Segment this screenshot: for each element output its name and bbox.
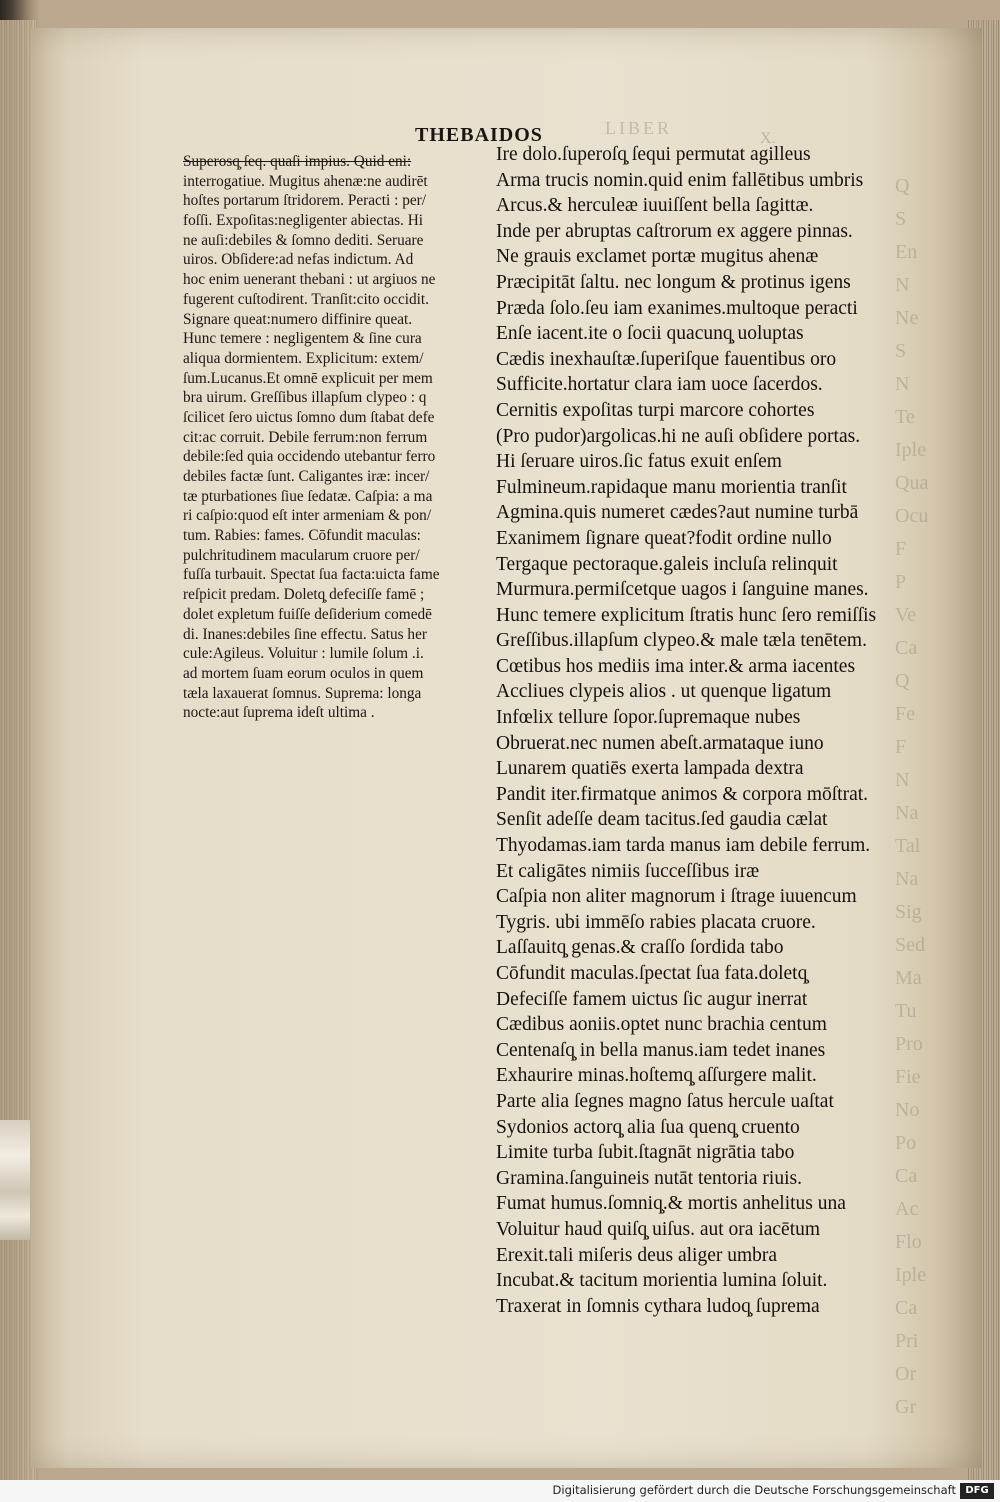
commentary-line: fuſſa turbauit. Spectat ſua facta:uicta fame: [183, 566, 440, 584]
commentary-line: fugerent cuſtodirent. Tranſit:cito occidit.: [183, 290, 429, 308]
commentary-line: ſcilicet ſero uictus ſomno dum ſtabat defe: [183, 408, 435, 426]
commentary-line: aliqua dormientem. Explicitum: extem/: [183, 349, 424, 367]
verse-line: Caſpia non aliter magnorum i ſtrage iuuencum: [496, 886, 857, 908]
commentary-column: [183, 152, 483, 723]
commentary-line: hoc enim uenerant thebani : ut argiuos ne: [183, 271, 436, 289]
verse-line: Exhaurire minas.hoſtemq̧ aſſurgere malit.: [496, 1065, 817, 1087]
commentary-line: tæ pturbationes ſiue ſedatæ. Caſpia: a ma: [183, 487, 433, 505]
commentary-line: debile:ſed quia occidendo utebantur ferro: [183, 448, 436, 466]
verse-line: Arcus.& herculeæ iuuiſſent bella ſagittæ.: [496, 195, 814, 217]
verse-line: Cædis inexhauſtæ.ſuperiſque fauentibus oro: [496, 348, 837, 370]
verse-column: [496, 142, 916, 1319]
verse-line: Fumat humus.ſomniq̧.& mortis anhelitus una: [496, 1193, 846, 1215]
verse-line: Exanimem ſignare queat?fodit ordine nullo: [496, 527, 832, 549]
verse-line: Arma trucis nomin.quid enim fallētibus umbris: [496, 169, 864, 191]
commentary-line: ri caſpio:quod eſt inter armeniam & pon/: [183, 507, 432, 525]
verse-line: Hunc temere explicitum ſtratis hunc ſero remiſſis: [496, 604, 877, 626]
commentary-line: reſpicit predam. Doletq̧ defeciſſe famē ;: [183, 586, 425, 604]
verse-line: Lunarem quatiēs exerta lampada dextra: [496, 758, 804, 780]
commentary-line: foſſi. Expoſitas:negligenter abiectas. Hi: [183, 212, 424, 230]
verse-line: Et caligātes nimiis ſucceſſibus iræ: [496, 860, 760, 882]
verse-line: Enſe iacent.ite o ſocii quacunq̧ uoluptas: [496, 323, 804, 345]
verse-line: Ire dolo.ſuperoſq̧ ſequi permutat agilleus: [496, 144, 811, 165]
funding-credit: Digitalisierung gefördert durch die Deutsche Forschungsgemeinschaft: [552, 1483, 956, 1497]
commentary-line: debiles factæ ſunt. Caligantes iræ: incer/: [183, 468, 430, 485]
verse-line: Inde per abruptas caſtrorum ex aggere pinnas.: [496, 220, 853, 242]
verse-line: Gramina.ſanguineis nutāt tentoria riuis.: [496, 1167, 802, 1189]
verse-line: Laſſauitq̧ genas.& craſſo ſordida tabo: [496, 937, 784, 959]
commentary-line: ſum.Lucanus.Et omnē explicuit per mem: [183, 369, 433, 387]
commentary-line: dolet expletum fuiſſe deſiderium comedē: [183, 605, 432, 623]
verse-line: (Pro pudor)argolicas.hi ne auſi obſidere portas.: [496, 425, 861, 447]
verse-line: Cædibus aoniis.optet nunc brachia centum: [496, 1014, 827, 1036]
commentary-line: ad mortem ſuam eorum oculos in quem: [183, 664, 424, 682]
verse-line: Erexit.tali miſeris deus aliger umbra: [496, 1244, 778, 1266]
verse-line: Præcipitāt ſaltu. nec longum & protinus igens: [496, 271, 851, 293]
verse-line: Tygris. ubi immēſo rabies placata cruore.: [496, 911, 816, 933]
bleed-through-numeral: X.: [760, 130, 776, 147]
verse-line: Agmina.quis numeret cædes?aut numine turbā: [496, 502, 859, 524]
commentary-line: pulchritudinem macularum cruore per/: [183, 546, 420, 564]
commentary-line: bra uirum. Greſſibus illapſum clypeo : q: [183, 389, 427, 407]
commentary-line: interrogatiue. Mugitus ahenæ:ne audirēt: [183, 172, 428, 190]
verse-line: Traxerat in ſomnis cythara ludoq̧ ſuprema: [496, 1295, 820, 1317]
verse-line: Fulmineum.rapidaque manu morientia tranſit: [496, 476, 847, 498]
verse-line: Cernitis expoſitas turpi marcore cohortes: [496, 399, 815, 421]
commentary-line: Signare queat:numero diffinire queat.: [183, 310, 413, 328]
commentary-line: ne auſi:debiles & ſomno dediti. Seruare: [183, 231, 424, 249]
verse-line: Incubat.& tacitum morientia lumina ſoluit.: [496, 1270, 828, 1292]
verse-line: Centenaſq̧ in bella manus.iam tedet inanes: [496, 1039, 826, 1061]
verse-line: Obruerat.nec numen abeſt.armataque iuno: [496, 732, 824, 754]
verse-line: Hi ſeruare uiros.ſic fatus exuit enſem: [496, 451, 782, 473]
verse-line: Sydonios actorq̧ alia ſua quenq̧ cruento: [496, 1116, 800, 1138]
verse-line: Cōfundit maculas.ſpectat ſua fata.doletq̧: [496, 963, 808, 984]
verse-line: Murmura.permiſcetque uagos i ſanguine manes.: [496, 579, 869, 601]
dfg-logo: DFG: [960, 1483, 994, 1499]
verse-line: Sufficite.hortatur clara iam uoce ſacerdos.: [496, 374, 823, 396]
verse-line: Thyodamas.iam tarda manus iam debile ferrum.: [496, 835, 871, 857]
commentary-line: cule:Agileus. Voluitur : lumile ſolum .i.: [183, 645, 424, 663]
verse-line: Limite turba ſubit.ſtagnāt nigrātia tabo: [496, 1142, 795, 1164]
verse-line: Accliues clypeis alios . ut quenque ligatum: [496, 681, 832, 703]
commentary-line: uiros. Obſidere:ad nefas indictum. Ad: [183, 251, 414, 269]
commentary-line: tæla laxauerat ſomnus. Suprema: longa: [183, 684, 422, 702]
running-head: THEBAIDOS: [415, 124, 543, 146]
verse-line: Defeciſſe famem uictus ſic augur inerrat: [496, 988, 808, 1010]
verse-line: Pandit iter.firmatque animos & corpora mōſtrat.: [496, 783, 869, 805]
commentary-line: nocte:aut ſuprema ideſt ultima .: [183, 704, 375, 722]
bleed-through-heading: LIBER: [605, 118, 672, 138]
verse-line: Parte alia ſegnes magno ſatus hercule uaſtat: [496, 1090, 834, 1112]
verse-line: Voluitur haud quiſq̧ uiſus. aut ora iacētum: [496, 1218, 821, 1240]
verse-line: Ne grauis exclamet portæ mugitus ahenæ: [496, 246, 819, 268]
commentary-line: cit:ac corruit. Debile ferrum:non ferrum: [183, 428, 428, 446]
verse-line: Præda ſolo.ſeu iam exanimes.multoque peracti: [496, 297, 858, 319]
verse-line: Cœtibus hos mediis ima inter.& arma iacentes: [496, 655, 856, 677]
verse-line: Senſit adeſſe deam tacitus.ſed gaudia cælat: [496, 809, 828, 831]
verse-line: Infœlix tellure ſopor.ſupremaque nubes: [496, 707, 801, 729]
commentary-line: hoſtes portarum ſtridorem. Peracti : per/: [183, 192, 426, 210]
verse-line: Tergaque pectoraque.galeis incluſa relinquit: [496, 553, 838, 575]
commentary-line: Superosq̧ ſeq. quaſi impius. Quid eni:: [183, 153, 412, 170]
commentary-line: tum. Rabies: fames. Cōfundit maculas:: [183, 527, 421, 545]
verse-line: Greſſibus.illapſum clypeo.& male tæla tenētem.: [496, 630, 867, 652]
commentary-line: di. Inanes:debiles ſine effectu. Satus her: [183, 625, 427, 643]
bleed-through-text: Q S En N Ne S N Te Iple Qua Ocu F P Ve Ca Q Fe F N Na Tal Na Sig Sed Ma Tu Pro Fie No Po Ca Ac Flo Iple Ca Pri Or Gr: [895, 175, 929, 1418]
commentary-line: Hunc temere : negligentem & ſine cura: [183, 330, 422, 348]
